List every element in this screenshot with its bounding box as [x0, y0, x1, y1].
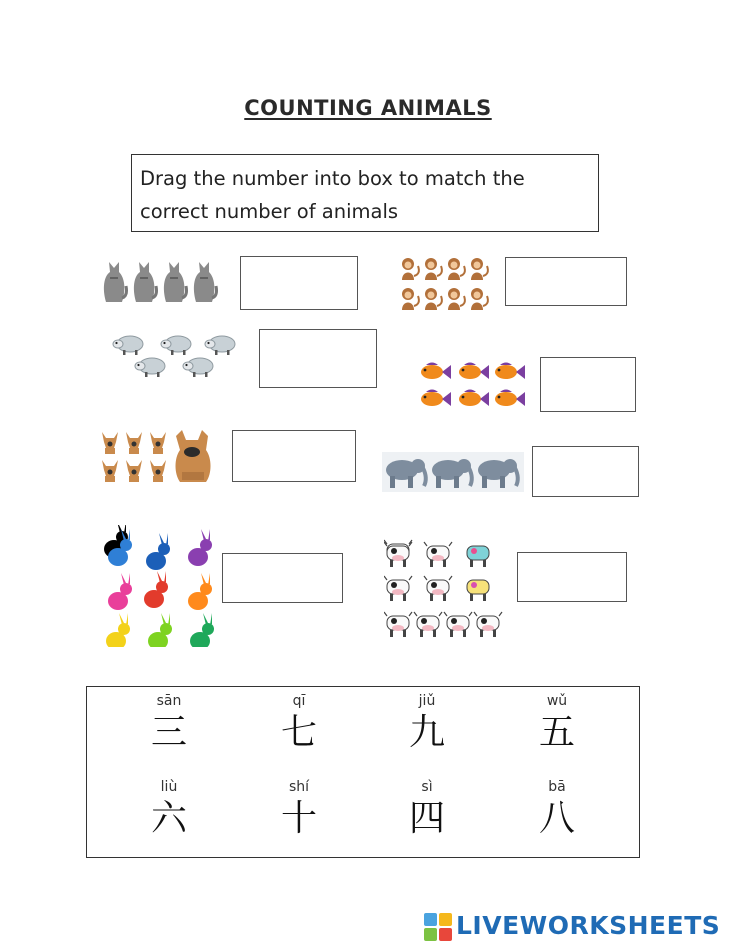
hanzi-label: 五	[538, 712, 575, 753]
hanzi-label: 九	[408, 712, 445, 753]
answer-box-monkeys[interactable]	[505, 257, 627, 306]
hanzi-label: 四	[408, 798, 445, 839]
number-card-shi[interactable]	[239, 779, 359, 839]
elephant-group	[382, 452, 524, 492]
pinyin-label: qī	[292, 693, 306, 709]
fish-group	[418, 360, 528, 412]
cat-group	[100, 258, 220, 304]
hanzi-label: 七	[280, 712, 317, 753]
answer-box-cats[interactable]	[240, 256, 358, 310]
number-card-san[interactable]	[109, 693, 229, 753]
worksheet-title: COUNTING ANIMALS	[244, 96, 492, 120]
number-card-ba[interactable]	[497, 779, 617, 839]
answer-box-rabbits[interactable]	[222, 553, 343, 603]
number-card-qi[interactable]	[239, 693, 359, 753]
liveworksheets-logo	[424, 905, 724, 945]
monkey-group	[398, 256, 493, 316]
sheep-group	[112, 332, 240, 380]
hanzi-label: 八	[538, 798, 575, 839]
brand-name: LIVEWORKSHEETS	[456, 911, 721, 940]
logo-mark-icon	[424, 913, 452, 941]
number-card-si[interactable]	[367, 779, 487, 839]
pinyin-label: wǔ	[546, 693, 568, 709]
number-card-wu[interactable]	[497, 693, 617, 753]
answer-box-dogs[interactable]	[232, 430, 356, 482]
instruction-box: Drag the number into box to match the correct number of animals	[131, 154, 599, 232]
dog-group	[100, 428, 216, 484]
pinyin-label: shí	[288, 779, 310, 795]
pinyin-label: liù	[160, 779, 178, 795]
pinyin-label: bā	[548, 779, 566, 795]
answer-box-elephants[interactable]	[532, 446, 639, 497]
pinyin-label: sān	[156, 693, 182, 709]
answer-box-cows[interactable]	[517, 552, 627, 602]
number-bank	[86, 686, 640, 858]
pinyin-label: jiǔ	[418, 693, 436, 709]
number-card-jiu[interactable]	[367, 693, 487, 753]
cow-group	[384, 538, 506, 638]
hanzi-label: 三	[150, 712, 187, 753]
number-card-liu[interactable]	[109, 779, 229, 839]
hanzi-label: 六	[150, 798, 187, 839]
rabbit-group	[100, 525, 216, 647]
pinyin-label: sì	[421, 779, 433, 795]
answer-box-sheep[interactable]	[259, 329, 377, 388]
hanzi-label: 十	[280, 798, 317, 839]
answer-box-fish[interactable]	[540, 357, 636, 412]
